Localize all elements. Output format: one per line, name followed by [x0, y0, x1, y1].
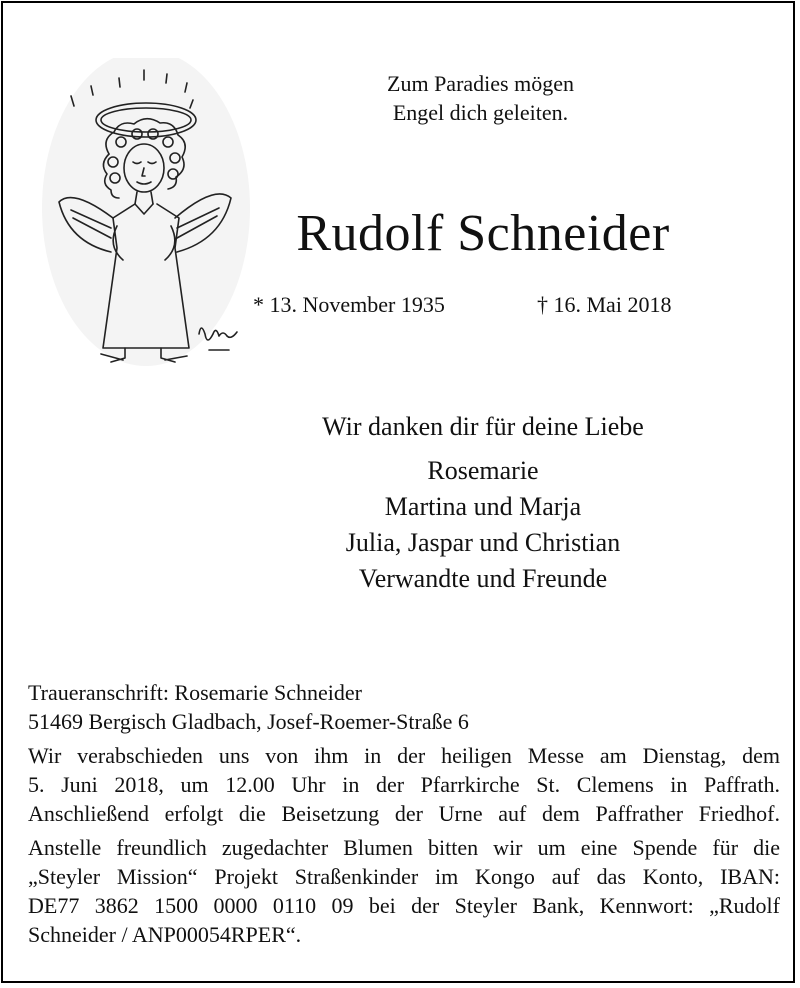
- death-date: † 16. Mai 2018: [537, 292, 672, 317]
- service-line: 5. Juni 2018, um 12.00 Uhr in der Pfarrkirche St. Clemens in Paffrath.: [28, 772, 780, 797]
- family-member: Julia, Jaspar und Christian: [345, 528, 621, 557]
- donation-paragraph: [28, 833, 780, 949]
- family-list: [233, 453, 733, 597]
- thanks-line: Wir danken dir für deine Liebe: [322, 412, 644, 441]
- family-member: Martina und Marja: [384, 492, 582, 521]
- quote: [303, 69, 658, 127]
- deceased-name: Rudolf Schneider: [296, 205, 670, 262]
- service-paragraph: [28, 741, 780, 828]
- footer-text: [28, 678, 780, 949]
- donation-line: Schneider / ANP00054RPER“.: [28, 922, 302, 947]
- family-member: Verwandte und Freunde: [358, 564, 608, 593]
- service-line: Anschließend erfolgt die Beisetzung der Urne auf dem Paffrather Friedhof.: [28, 801, 780, 826]
- donation-line: „Steyler Mission“ Projekt Straßenkinder im Kongo auf das Konto, IBAN:: [28, 864, 780, 889]
- mourning-address-street: 51469 Bergisch Gladbach, Josef-Roemer-Straße 6: [28, 709, 469, 734]
- mourning-address: Traueranschrift: Rosemarie Schneider: [28, 680, 362, 705]
- quote-line-1: Zum Paradies mögen: [387, 71, 574, 96]
- service-line: Wir verabschieden uns von ihm in der heiligen Messe am Dienstag, dem: [28, 743, 780, 768]
- donation-line: DE77 3862 1500 0000 0110 09 bei der Steyler Bank, Kennwort: „Rudolf: [28, 893, 780, 918]
- quote-line-2: Engel dich geleiten.: [392, 100, 569, 125]
- angel-drawing-icon: [41, 58, 251, 368]
- birth-date: * 13. November 1935: [253, 292, 445, 317]
- family-member: Rosemarie: [427, 456, 539, 485]
- obituary-card: [1, 1, 795, 983]
- donation-line: Anstelle freundlich zugedachter Blumen bitten wir um eine Spende für die: [28, 835, 780, 860]
